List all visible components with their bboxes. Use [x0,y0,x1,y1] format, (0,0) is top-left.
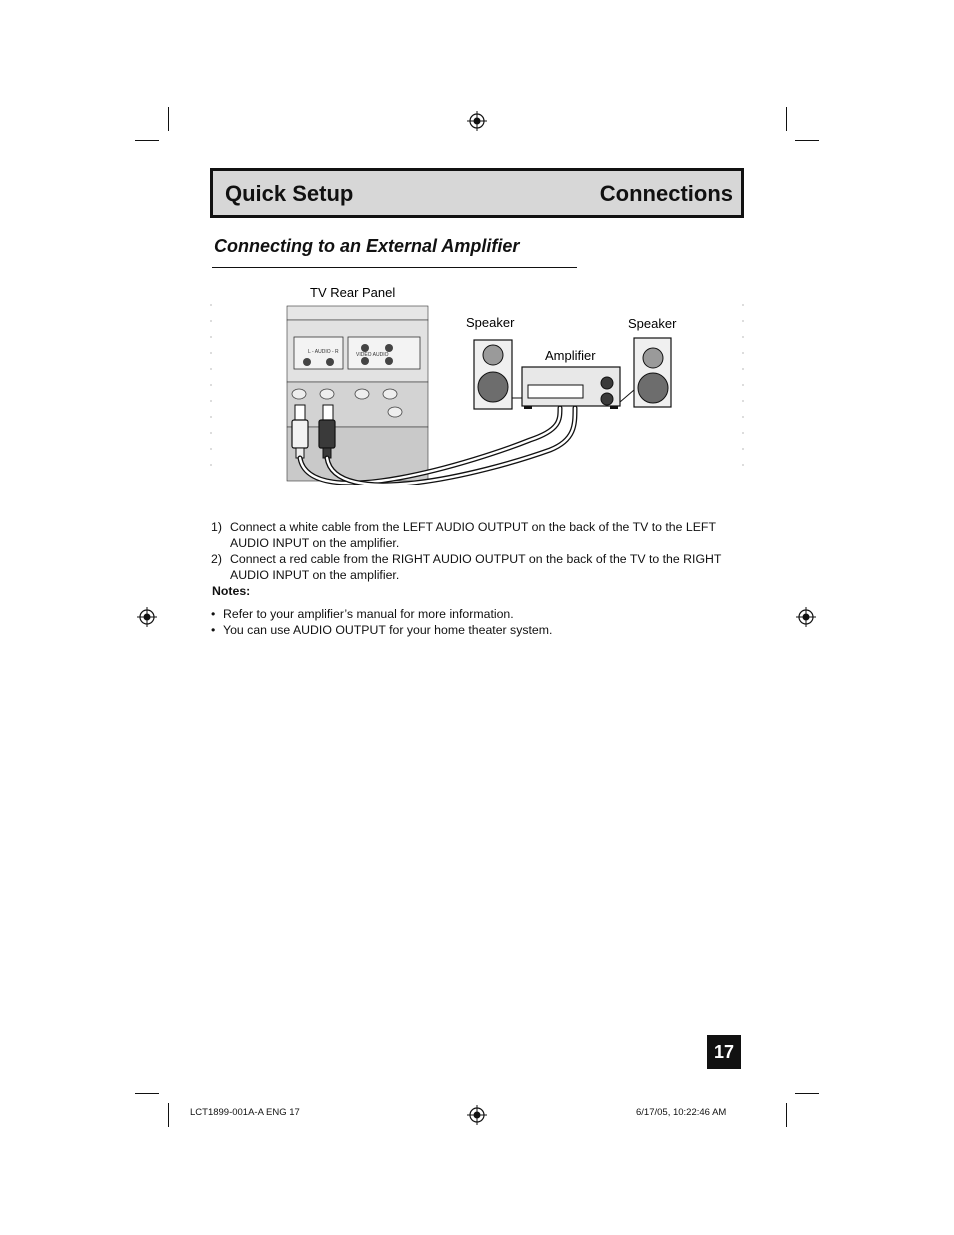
note-text: You can use AUDIO OUTPUT for your home theater system. [223,623,553,637]
speaker-right [634,338,671,407]
crop-mark [795,140,819,141]
note-item [211,606,731,622]
crop-mark [168,1103,169,1127]
header-bar [210,168,744,218]
note-item [211,622,731,638]
tv-panel-label: TV Rear Panel [310,285,396,300]
section-divider [212,267,577,268]
step-text: Connect a red cable from the RIGHT AUDIO OUTPUT on the back of the TV to the RIGHT AUDIO INPUT on the amplifier. [230,552,722,582]
jack-label-right: VIDEO AUDIO [356,352,389,358]
crop-mark [795,1093,819,1094]
header-left-title: Quick Setup [225,181,354,206]
step-number: 2) [211,552,222,566]
speaker-left [474,340,512,409]
tv-rear-panel [287,306,428,481]
header-right-title: Connections [599,181,733,206]
notes-list [211,606,731,638]
step-item [211,519,731,551]
speaker-left-label: Speaker [466,315,515,330]
step-number: 1) [211,520,222,534]
crop-mark [786,1103,787,1127]
bullet-icon: • [211,607,216,621]
steps-list [211,519,731,583]
registration-mark-icon [137,607,157,627]
connection-diagram [210,280,745,485]
crop-mark [135,140,159,141]
registration-mark-icon [467,111,487,131]
page-number: 17 [707,1035,741,1069]
step-text: Connect a white cable from the LEFT AUDIO OUTPUT on the back of the TV to the LEFT AUDIO INPUT on the amplifier. [230,520,716,550]
section-title: Connecting to an External Amplifier [214,236,520,256]
crop-mark [168,107,169,131]
step-item [211,551,731,583]
registration-mark-icon [467,1105,487,1125]
bullet-icon: • [211,623,216,637]
note-text: Refer to your amplifier’s manual for more information. [223,607,514,621]
amplifier-label: Amplifier [545,348,596,363]
footer-left: LCT1899-001A-A ENG 17 [190,1107,300,1118]
registration-mark-icon [796,607,816,627]
footer-right: 6/17/05, 10:22:46 AM [636,1107,727,1118]
jack-label-left: L - AUDIO - R [308,349,339,355]
crop-mark [786,107,787,131]
notes-title: Notes: [212,584,251,598]
speaker-right-label: Speaker [628,316,677,331]
crop-mark [135,1093,159,1094]
amplifier [522,367,620,409]
